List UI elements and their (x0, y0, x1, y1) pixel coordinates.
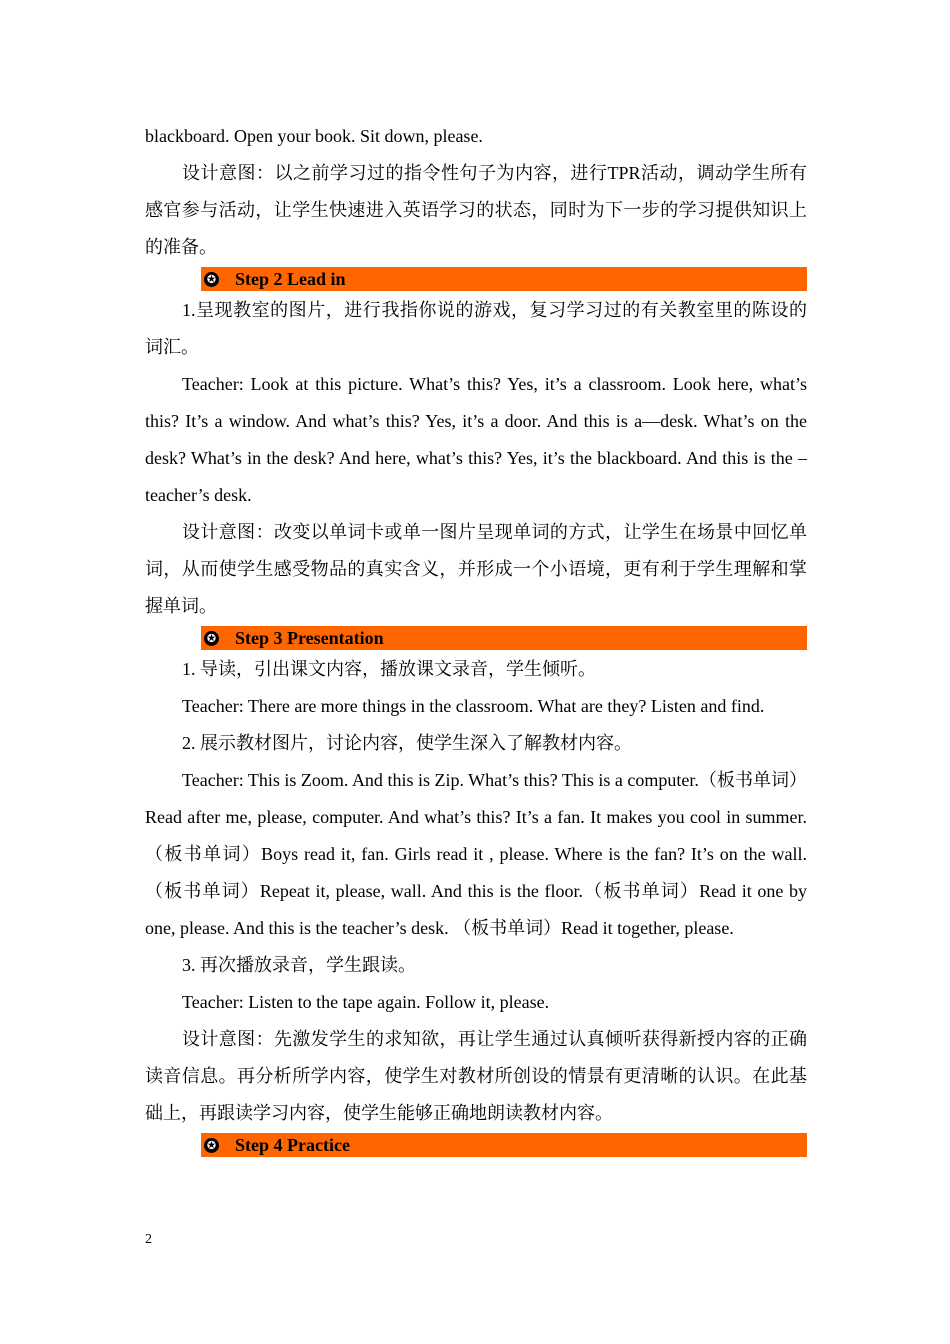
star-in-circle-icon: ✪ (204, 272, 219, 287)
paragraph: Teacher: This is Zoom. And this is Zip. What’s this? This is a computer.（板书单词）Read after me, please, computer. And what’s this? It’s a fan. It makes you cool in summer.（板书单词）Boys read it, fan. Girls read it , please. Where is the fan? It’s on the wall.（板书单词）Repeat it, please, wall. And this is the floor.（板书单词）Read it one by one, please. And this is the teacher’s desk. （板书单词）Read it together, please. (145, 770, 807, 938)
page-number: 2 (145, 1232, 152, 1247)
design-intent-paragraph: 设计意图：先激发学生的求知欲，再让学生通过认真倾听获得新授内容的正确读音信息。再分析所学内容，使学生对教材所创设的情景有更清晰的认识。在此基础上，再跟读学习内容，使学生能够正确地朗读教材内容。 (145, 1029, 807, 1123)
design-intent-paragraph: 设计意图：以之前学习过的指令性句子为内容，进行TPR活动，调动学生所有感官参与活动，让学生快速进入英语学习的状态，同时为下一步的学习提供知识上的准备。 (145, 163, 807, 257)
step-title: Step 2 Lead in (235, 269, 346, 289)
paragraph: Teacher: There are more things in the classroom. What are they? Listen and find. (182, 696, 765, 716)
paragraph: Teacher: Listen to the tape again. Follow it, please. (182, 992, 550, 1012)
design-intent-paragraph: 设计意图：改变以单词卡或单一图片呈现单词的方式，让学生在场景中回忆单词，从而使学生感受物品的真实含义，并形成一个小语境，更有利于学生理解和掌握单词。 (145, 522, 807, 616)
star-in-circle-icon: ✪ (204, 631, 219, 646)
document-body (145, 118, 807, 1158)
step-2-header (201, 267, 807, 291)
paragraph: 2. 展示教材图片，讨论内容，使学生深入了解教材内容。 (182, 733, 632, 753)
step-3-header (201, 626, 807, 650)
step-4-header (201, 1133, 807, 1157)
paragraph: Teacher: Look at this picture. What’s this? Yes, it’s a classroom. Look here, what’s this? It’s a window. And what’s this? Yes, it’s a door. And this is a—desk. What’s on the desk? What’s in the desk? And here, what’s this? Yes, it’s the blackboard. And this is the – teacher’s desk. (145, 374, 807, 505)
paragraph: 3. 再次播放录音，学生跟读。 (182, 955, 416, 975)
paragraph: 1. 导读，引出课文内容，播放课文录音，学生倾听。 (182, 659, 596, 679)
step-title: Step 3 Presentation (235, 628, 384, 648)
star-in-circle-icon: ✪ (204, 1138, 219, 1153)
paragraph: 1.呈现教室的图片，进行我指你说的游戏，复习学习过的有关教室里的陈设的词汇。 (145, 300, 807, 357)
step-title: Step 4 Practice (235, 1135, 350, 1155)
paragraph: blackboard. Open your book. Sit down, please. (145, 126, 483, 146)
